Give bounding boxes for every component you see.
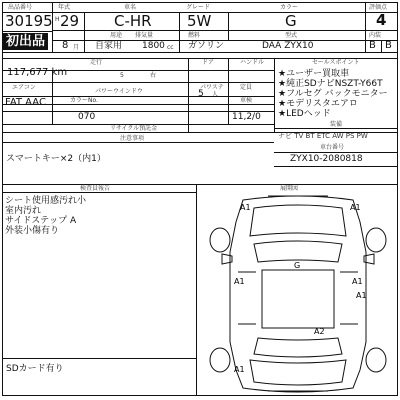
fuel: ガソリン bbox=[188, 41, 225, 51]
model-year: 29 bbox=[60, 12, 80, 30]
damage-mark: A1 bbox=[234, 365, 245, 374]
steering-value: 右 bbox=[150, 72, 157, 79]
damage-mark: A1 bbox=[352, 277, 363, 286]
wheel-front-right bbox=[366, 228, 386, 252]
score-label: 評価点 bbox=[369, 4, 388, 11]
car-name: C-HR bbox=[114, 12, 152, 30]
capacity: 5 bbox=[198, 89, 204, 99]
inspector-line: サイドステップ A bbox=[5, 216, 77, 226]
inspector-line: シート使用感汚れ小 bbox=[5, 196, 87, 206]
capacity-label: 定員 bbox=[240, 84, 253, 91]
divider bbox=[2, 358, 196, 359]
option-item: ★フルセグ バックモニター bbox=[278, 89, 388, 99]
car-windshield bbox=[254, 241, 342, 262]
inspection-label: 車検 bbox=[240, 97, 253, 104]
score: 4 bbox=[376, 11, 387, 29]
grade-label: グレード bbox=[186, 4, 211, 11]
color: G bbox=[285, 12, 297, 30]
power-window: パワーウインドウ bbox=[95, 88, 143, 95]
aircon: FAT AAC bbox=[5, 97, 46, 108]
interior-grade: B bbox=[385, 40, 392, 51]
usage: 自家用 bbox=[95, 41, 123, 51]
damage-mark: A1 bbox=[240, 203, 251, 212]
divider bbox=[274, 128, 398, 129]
divider bbox=[2, 31, 52, 32]
interior-label: 内装 bbox=[369, 32, 382, 39]
fuel-label: 燃料 bbox=[188, 32, 201, 39]
model-month: 8 bbox=[62, 40, 69, 51]
lot-number: 30195 bbox=[5, 12, 53, 30]
inspector-footer: SDカード有り bbox=[6, 364, 64, 374]
exterior-grade: B bbox=[369, 40, 376, 51]
divider bbox=[274, 58, 275, 132]
grade: 5W bbox=[187, 12, 212, 30]
car-trunk bbox=[250, 360, 346, 385]
chassis-label: 車台番号 bbox=[320, 144, 345, 151]
model-label: 型式 bbox=[285, 32, 298, 39]
option-item: ★LEDヘッド bbox=[278, 109, 331, 119]
model-code: DAA ZYX10 bbox=[262, 41, 314, 51]
car-roof bbox=[262, 270, 334, 328]
usage-label: 用途 bbox=[110, 32, 123, 39]
damage-mark: A1 bbox=[356, 291, 367, 300]
divider bbox=[228, 12, 229, 40]
car-diagram bbox=[198, 192, 398, 396]
year-era-mark: H bbox=[55, 16, 60, 23]
damage-mark: A1 bbox=[234, 277, 245, 286]
divider bbox=[2, 184, 398, 185]
inspector-line: 室内汚れ bbox=[5, 206, 42, 216]
car-hood bbox=[250, 205, 346, 236]
displacement-unit: cc bbox=[167, 44, 174, 51]
divider bbox=[84, 12, 85, 52]
divider bbox=[274, 166, 398, 167]
capacity-unit: 人 bbox=[212, 91, 219, 98]
month-suffix: 月 bbox=[73, 44, 80, 51]
displacement-label: 排気量 bbox=[135, 32, 154, 39]
color-no: 070 bbox=[78, 112, 96, 122]
divider bbox=[52, 30, 398, 31]
options-title: セールスポイント bbox=[312, 59, 360, 66]
mileage: 117,677 km bbox=[7, 67, 68, 78]
divider bbox=[228, 58, 229, 124]
option-item: ★純正SDナビNSZT-Y66T bbox=[278, 79, 383, 89]
power-label: パワステ bbox=[200, 84, 224, 91]
divider bbox=[381, 40, 382, 52]
aircon-label: エアコン bbox=[12, 84, 36, 91]
divider bbox=[274, 152, 398, 153]
divider bbox=[365, 2, 366, 52]
divider bbox=[2, 52, 398, 53]
inspection: 11,2/0 bbox=[232, 112, 261, 122]
displacement: 1800 bbox=[142, 41, 165, 51]
divider bbox=[188, 58, 189, 132]
color-no-label: カラーNo. bbox=[70, 97, 98, 104]
wheel-rear-left bbox=[210, 348, 230, 372]
wheel-rear-right bbox=[366, 348, 386, 372]
notes-label: 注意事項 bbox=[120, 135, 145, 142]
year-label: 年式 bbox=[58, 4, 71, 11]
divider bbox=[2, 192, 196, 193]
chassis-number: ZYX10-2080818 bbox=[290, 154, 363, 164]
recycle-label: リサイクル預託金 bbox=[110, 125, 158, 132]
car-rear-glass bbox=[254, 338, 342, 357]
divider bbox=[196, 184, 197, 396]
steering-label: ハンドル bbox=[240, 59, 265, 66]
divider bbox=[179, 12, 180, 52]
option-item: ★モデリスタエアロ bbox=[278, 99, 358, 109]
equipment-list: ナビ TV BT ETC AW PS PW bbox=[278, 132, 368, 140]
inspector-line: 外装小傷有り bbox=[5, 226, 60, 236]
diagram-color: G bbox=[294, 261, 301, 270]
diagram-title: 展開図 bbox=[280, 185, 299, 192]
divider bbox=[2, 82, 274, 83]
notes-text: スマートキー×2（内1） bbox=[6, 154, 106, 164]
lot-number-label: 出品番号 bbox=[8, 4, 33, 11]
car-name-label: 車名 bbox=[124, 4, 137, 11]
option-item: ★ユーザー買取車 bbox=[278, 69, 350, 79]
first-listing-badge: 初出品 bbox=[3, 33, 48, 50]
color-label: カラー bbox=[280, 4, 299, 11]
mileage-label: 走行 bbox=[90, 59, 103, 66]
doors-value: 5 bbox=[120, 72, 124, 79]
equipment-label: 装備 bbox=[330, 121, 343, 128]
damage-mark: A1 bbox=[350, 203, 361, 212]
damage-mark: A2 bbox=[314, 327, 325, 336]
inspector-label: 検査員報告 bbox=[80, 185, 111, 192]
doors-label: ドア bbox=[202, 59, 214, 66]
divider bbox=[2, 142, 274, 143]
wheel-front-left bbox=[210, 228, 230, 252]
